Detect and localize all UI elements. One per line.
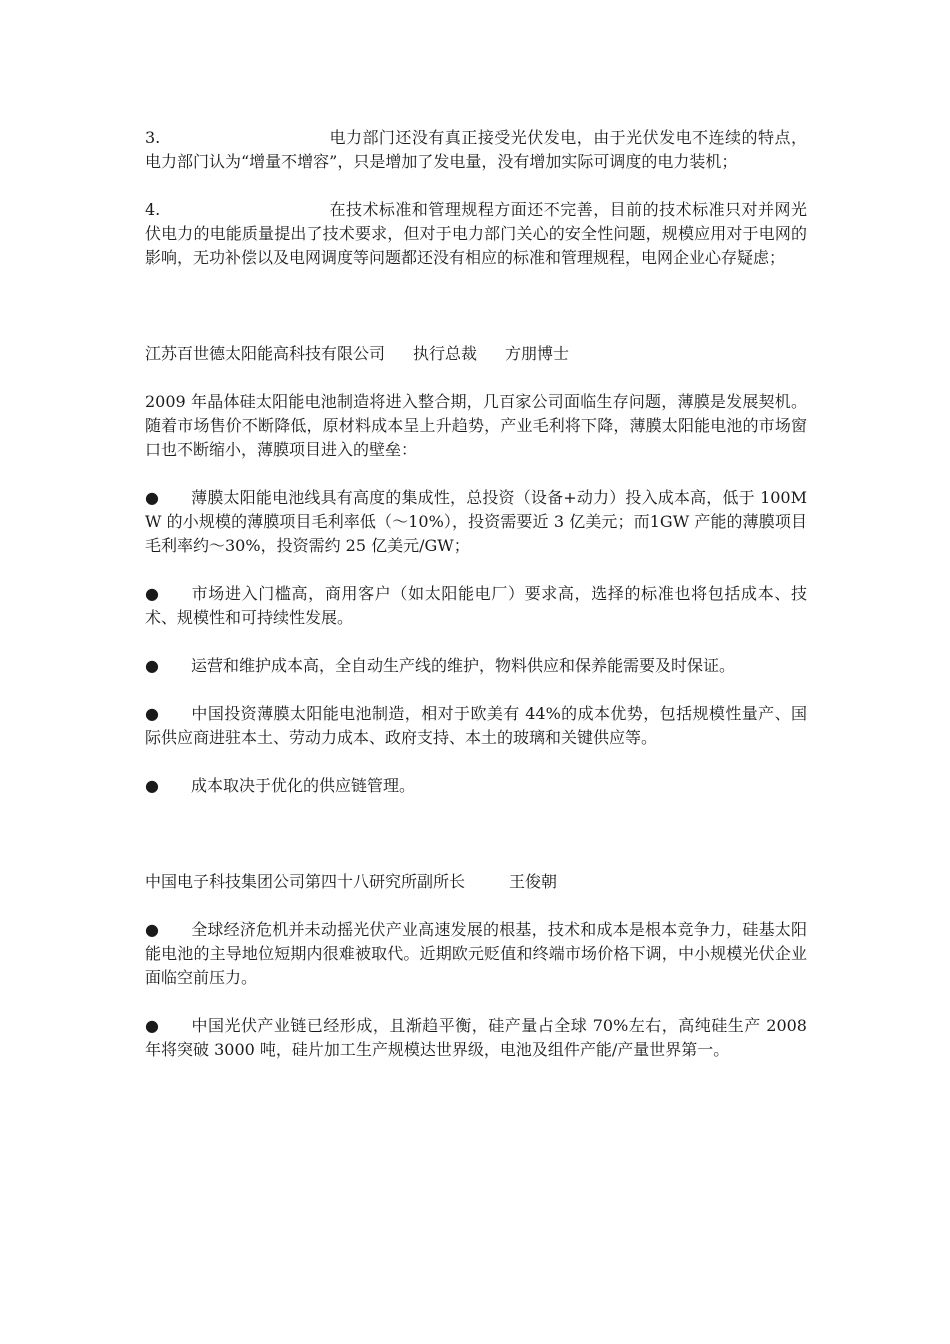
speaker-org: 江苏百世德太阳能高科技有限公司 bbox=[145, 344, 386, 363]
item-text: 电力部门还没有真正接受光伏发电，由于光伏发电不连续的特点，电力部门认为“增量不增容”，只是增加了发电量，没有增加实际可调度的电力装机； bbox=[145, 128, 807, 171]
numbered-item-4 bbox=[145, 198, 807, 270]
numbered-item-3 bbox=[145, 126, 807, 174]
speaker-name: 方朋博士 bbox=[505, 344, 570, 363]
bullet-icon: ● bbox=[145, 584, 159, 603]
bullet-text: 成本取决于优化的供应链管理。 bbox=[191, 776, 416, 795]
bullet-text: 全球经济危机并未动摇光伏产业高速发展的根基，技术和成本是根本竞争力，硅基太阳能电池的主导地位短期内很难被取代。近期欧元贬值和终端市场价格下调，中小规模光伏企业面临空前压力。 bbox=[145, 920, 807, 987]
bullet-icon: ● bbox=[145, 776, 159, 795]
bullet-icon: ● bbox=[145, 656, 159, 675]
item-number: 4. bbox=[145, 200, 161, 219]
bullet-item bbox=[145, 702, 807, 750]
section-spacer bbox=[145, 822, 807, 870]
section-spacer bbox=[145, 294, 807, 342]
speaker-heading-2 bbox=[145, 870, 807, 894]
bullet-item bbox=[145, 774, 807, 798]
item-text: 在技术标准和管理规程方面还不完善，目前的技术标准只对并网光伏电力的电能质量提出了技术要求，但对于电力部门关心的安全性问题，规模应用对于电网的影响，无功补偿以及电网调度等问题都还没有相应的标准和管理规程，电网企业心存疑虑； bbox=[145, 200, 807, 267]
bullet-item bbox=[145, 582, 807, 630]
bullet-icon: ● bbox=[145, 488, 159, 507]
bullet-icon: ● bbox=[145, 704, 159, 723]
bullet-icon: ● bbox=[145, 920, 159, 939]
bullet-text: 市场进入门槛高，商用客户（如太阳能电厂）要求高，选择的标准也将包括成本、技术、规模性和可持续性发展。 bbox=[145, 584, 807, 627]
bullet-text: 中国光伏产业链已经形成，且渐趋平衡，硅产量占全球 70%左右，高纯硅生产 2008 年将突破 3000 吨，硅片加工生产规模达世界级，电池及组件产能/产量世界第一。 bbox=[145, 1016, 807, 1059]
bullet-text: 运营和维护成本高，全自动生产线的维护，物料供应和保养能需要及时保证。 bbox=[191, 656, 736, 675]
bullet-text: 薄膜太阳能电池线具有高度的集成性，总投资（设备+动力）投入成本高，低于 100MW 的小规模的薄膜项目毛利率低（～10%），投资需要近 3 亿美元；而1GW 产能的薄膜项目毛利率约～30%，投资需约 25 亿美元/GW； bbox=[145, 488, 807, 555]
bullet-item bbox=[145, 918, 807, 990]
speaker-name: 王俊朝 bbox=[509, 872, 558, 891]
bullet-text: 中国投资薄膜太阳能电池制造，相对于欧美有 44%的成本优势，包括规模性量产、国际供应商进驻本土、劳动力成本、政府支持、本土的玻璃和关键供应等。 bbox=[145, 704, 807, 747]
speaker-heading-1 bbox=[145, 342, 807, 366]
item-number: 3. bbox=[145, 128, 161, 147]
section-intro: 2009 年晶体硅太阳能电池制造将进入整合期，几百家公司面临生存问题，薄膜是发展契机。随着市场售价不断降低，原材料成本呈上升趋势，产业毛利将下降，薄膜太阳能电池的市场窗口也不断缩小，薄膜项目进入的壁垒： bbox=[145, 392, 807, 459]
speaker-role: 执行总裁 bbox=[413, 344, 478, 363]
bullet-item bbox=[145, 1014, 807, 1062]
bullet-icon: ● bbox=[145, 1016, 159, 1035]
bullet-item bbox=[145, 654, 807, 678]
document-page bbox=[145, 126, 807, 1086]
speaker-org: 中国电子科技集团公司第四十八研究所副所长 bbox=[145, 872, 466, 891]
bullet-item bbox=[145, 486, 807, 558]
